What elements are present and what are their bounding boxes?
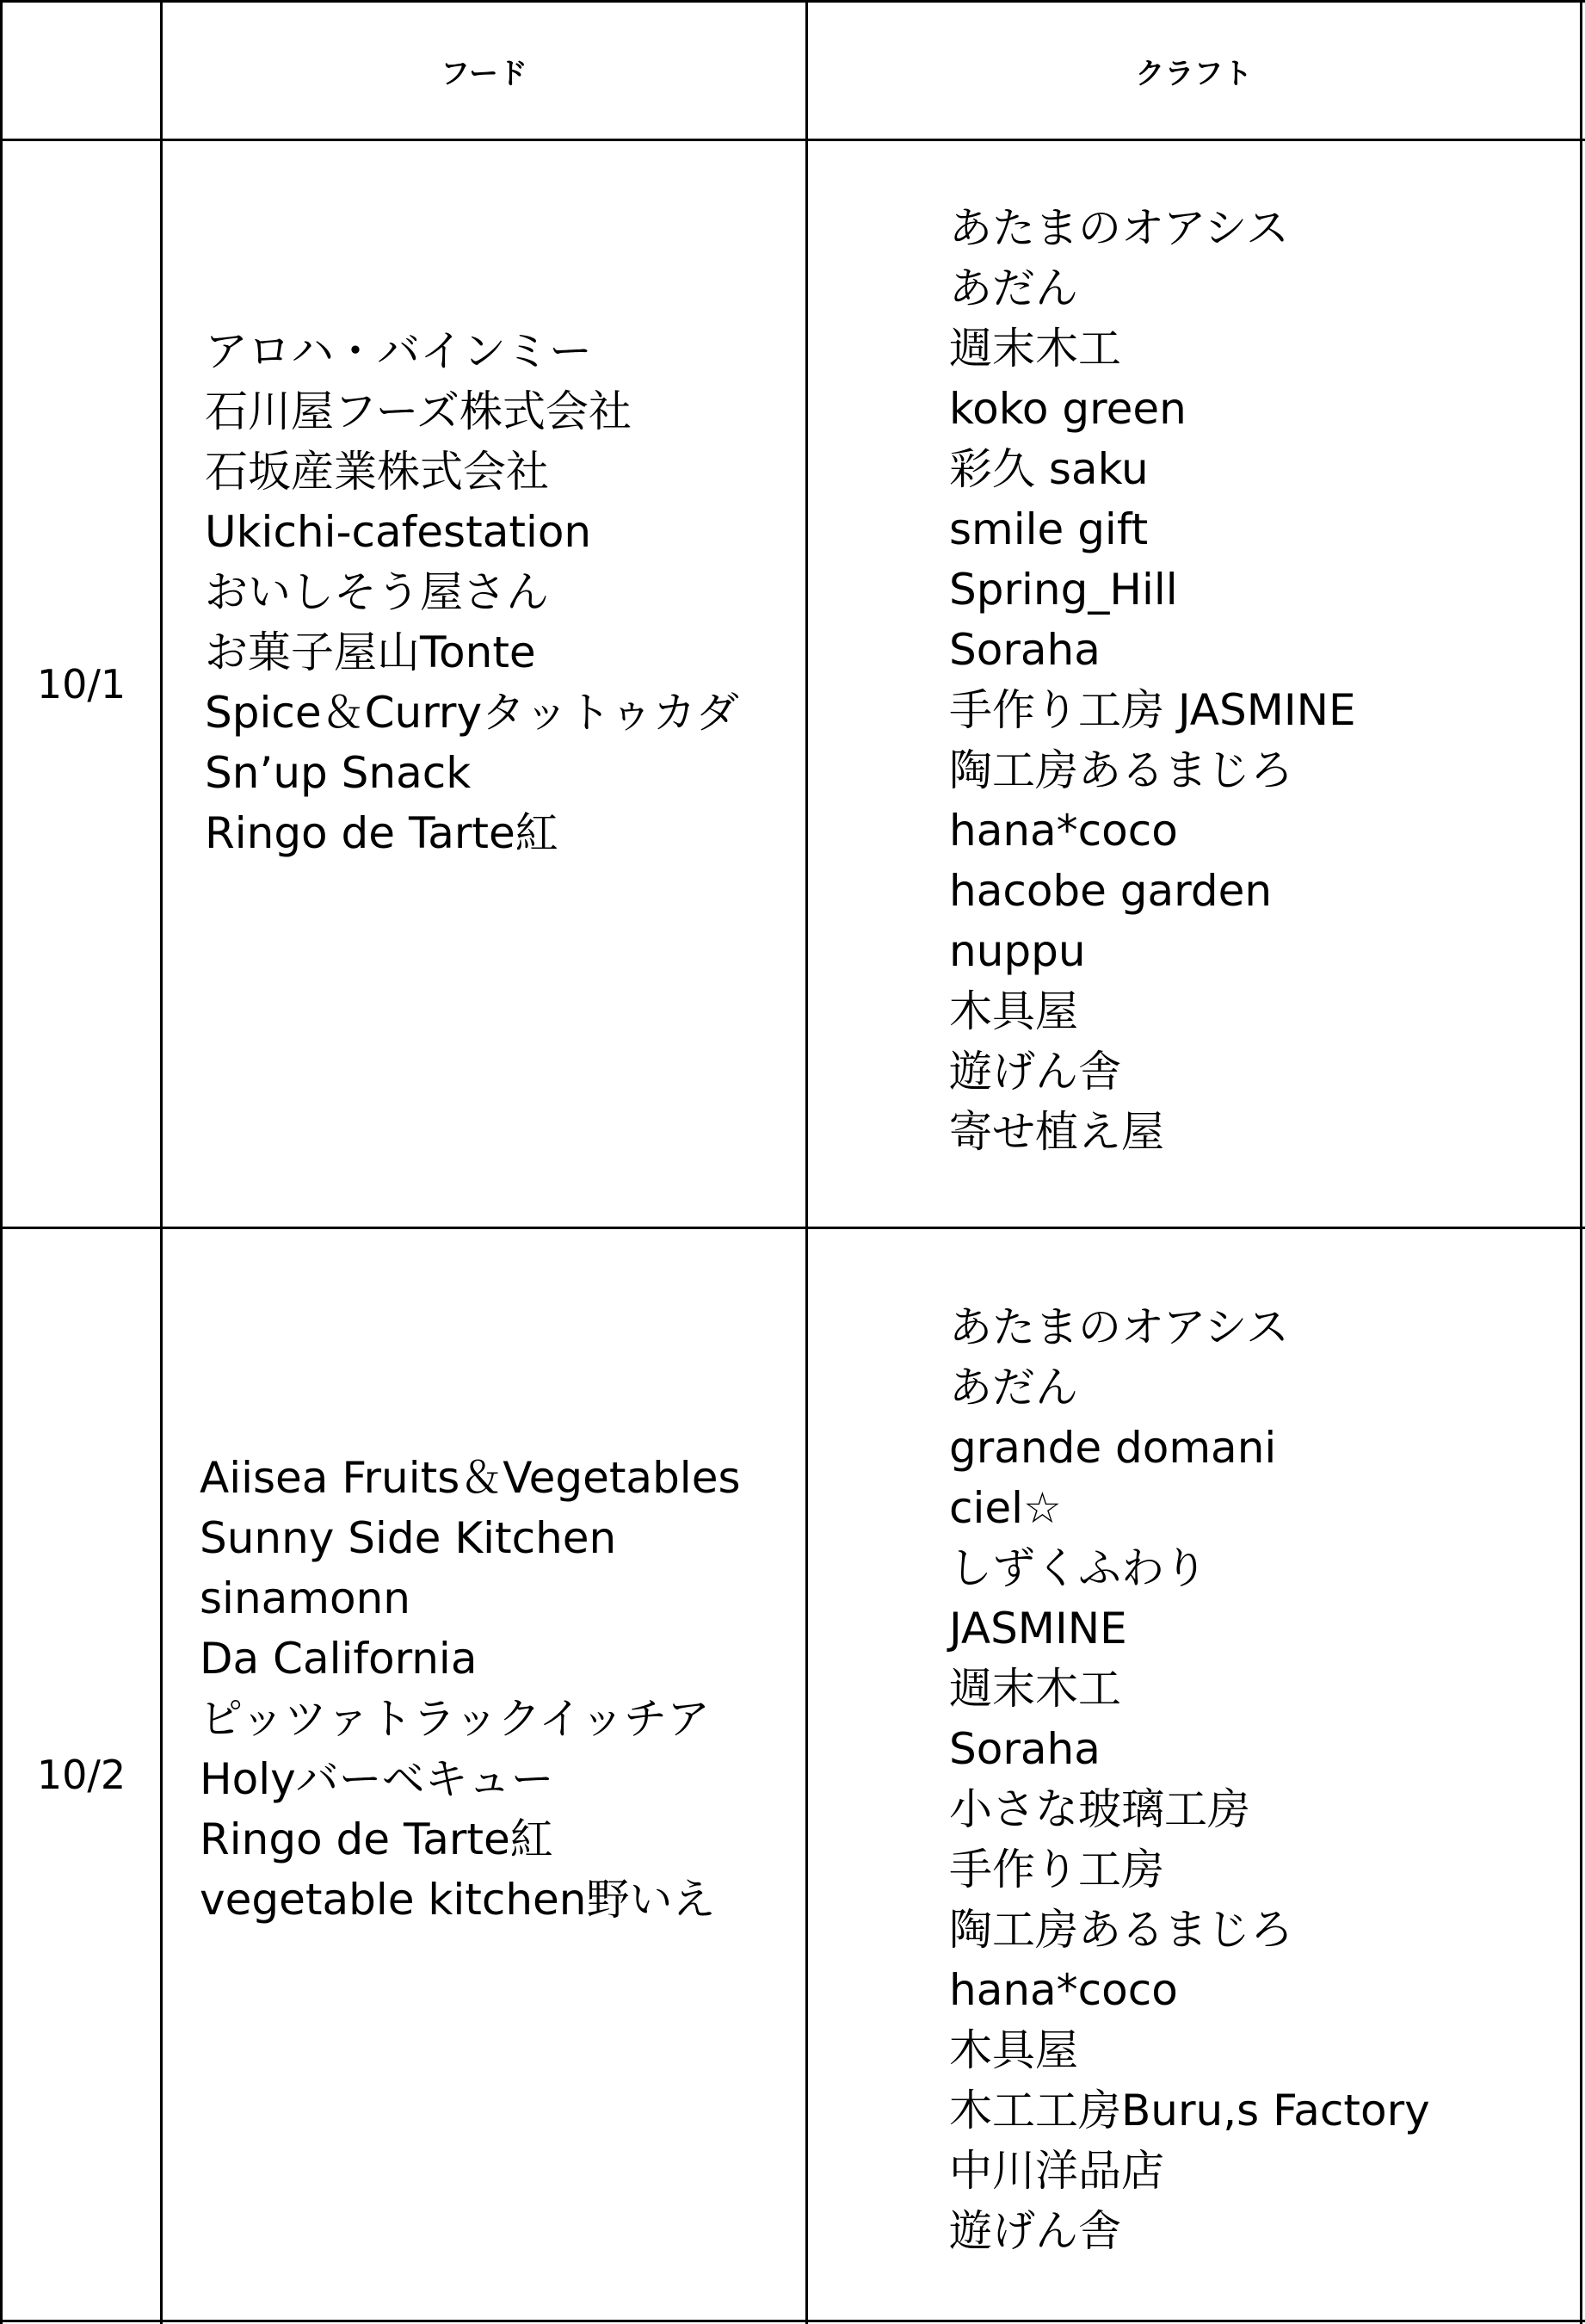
craft-vendor: 中川洋品店 [949,2146,1164,2196]
craft-vendor: ciel☆ [949,1483,1062,1533]
craft-vendor: grande domani [949,1423,1277,1473]
craft-vendor: 小さな玻璃工房 [949,1784,1250,1834]
food-vendor: Sunny Side Kitchen [200,1513,617,1563]
header-craft: クラフト [1135,56,1253,91]
date-column-divider [160,0,163,2324]
craft-vendor: Spring_Hill [949,565,1178,615]
craft-vendor: nuppu [949,926,1086,976]
craft-vendor: しずくふわり [949,1543,1207,1593]
food-vendor-list [200,1448,741,1930]
craft-vendor: あだん [949,1363,1078,1412]
header-divider [0,139,1585,141]
craft-vendor: 彩久 saku [949,444,1149,494]
food-vendor: Ukichi-cafestation [205,507,592,557]
food-vendor: お菓子屋山Tonte [205,627,536,677]
craft-vendor-list [949,1297,1430,2261]
food-vendor: ピッツァトラックイッチア [200,1694,710,1744]
craft-vendor: 寄せ植え屋 [949,1107,1164,1157]
craft-vendor: JASMINE [949,1604,1127,1653]
craft-vendor: 陶工房あるまじろ [949,745,1293,795]
craft-vendor: Soraha [949,1724,1101,1774]
craft-vendor: Soraha [949,625,1101,675]
food-vendor: おいしそう屋さん [205,567,549,617]
food-vendor: vegetable kitchen野いえ [200,1875,716,1925]
header-food: フード [441,56,527,91]
food-vendor: Ringo de Tarte紅 [205,808,558,858]
craft-vendor: あたまのオアシス [949,1302,1289,1352]
food-vendor: Holyバーベキュー [200,1754,554,1804]
food-vendor: sinamonn [200,1573,410,1623]
craft-vendor: smile gift [949,504,1149,554]
craft-vendor: hacobe garden [949,866,1273,916]
food-vendor: Spice＆Curryタットゥカダ [205,688,739,738]
food-vendor: 石川屋フーズ株式会社 [205,386,632,436]
row-date: 10/1 [36,660,126,708]
craft-vendor: 手作り工房 JASMINE [949,685,1356,735]
craft-vendor: 遊げん舎 [949,2206,1121,2256]
food-vendor-list [205,321,739,863]
craft-vendor: 木具屋 [949,2025,1078,2075]
food-vendor: Ringo de Tarte紅 [200,1814,553,1864]
food-vendor: アロハ・バインミー [205,326,592,376]
craft-vendor: hana*coco [949,806,1178,856]
craft-vendor: 手作り工房 [949,1845,1164,1894]
header-date-cell [3,3,160,139]
craft-vendor: 週末木工 [949,324,1121,374]
craft-vendor: 木具屋 [949,986,1078,1036]
craft-vendor: 週末木工 [949,1664,1121,1714]
food-vendor: Da California [200,1634,478,1684]
food-vendor: Aiisea Fruits＆Vegetables [200,1453,741,1503]
food-column-divider [805,0,808,2324]
table-border-right [1580,0,1582,2324]
craft-vendor: 遊げん舎 [949,1047,1121,1097]
food-vendor: 石坂産業株式会社 [205,447,549,497]
craft-vendor: 陶工房あるまじろ [949,1905,1293,1955]
craft-vendor: hana*coco [949,1965,1178,2015]
craft-vendor: あたまのオアシス [949,203,1289,253]
craft-vendor: あだん [949,263,1078,313]
craft-vendor-list [949,198,1356,1162]
craft-vendor: koko green [949,384,1187,434]
food-vendor: Sn’up Snack [205,748,472,798]
row-divider [0,1227,1585,1229]
craft-vendor: 木工工房Buru,s Factory [949,2086,1430,2135]
row-date: 10/2 [36,1751,126,1798]
table-border-bottom [0,2320,1585,2322]
